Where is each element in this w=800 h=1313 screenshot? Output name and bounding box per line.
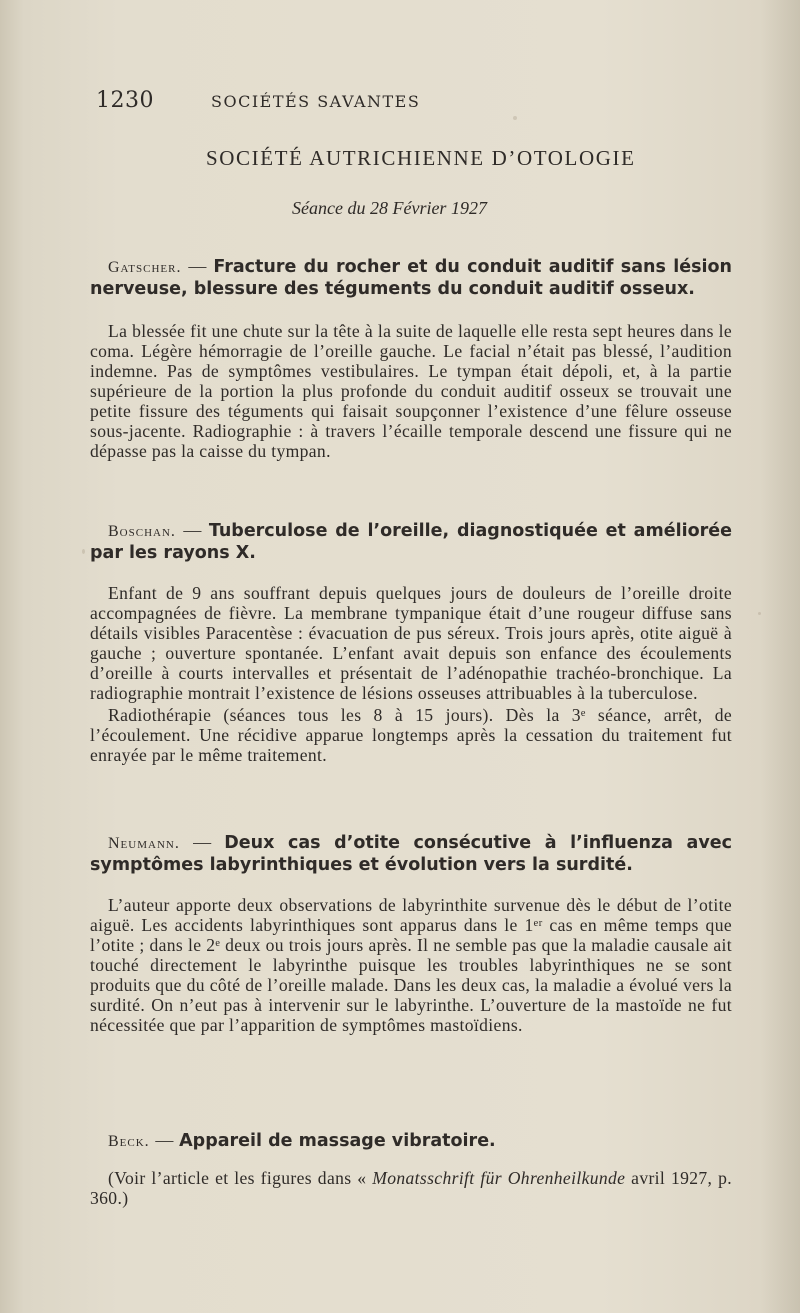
separator-dash: —: [183, 520, 202, 540]
reference-note-end: avril 1927, p. 360.): [90, 1168, 733, 1208]
body-paragraph: L’auteur apporte deux observations de labyrinthite survenue dès le début de l’otite aiguë. Les accidents labyrinthiques sont apparus dans le 1ᵉʳ cas en même temps que l’otite ; dans le 2ᵉ deux ou trois jours après. Il ne semble pas que la maladie causale ait touché directement le labyrinthe puisque les troubles labyrinthiques ne se sont produits que du côté de l’oreille malade. Dans les deux cas, la maladie a évolué vers la surdité. On n’eut pas à intervenir sur le labyrinthe. L’ouverture de la mastoïde ne fut nécessitée que par l’apparition de symptômes mastoïdiens.: [90, 895, 732, 1035]
paper-spot: [513, 116, 517, 120]
paper-spot: [758, 612, 761, 615]
entry-boschan: [90, 520, 732, 765]
entry-heading: [90, 256, 732, 300]
reference-note: [90, 1168, 732, 1208]
page-number: 1230: [96, 88, 154, 113]
author-name: Neumann.: [108, 835, 180, 852]
running-title: SOCIÉTÉS SAVANTES: [211, 92, 421, 111]
body-paragraph: Enfant de 9 ans souffrant depuis quelques jours de douleurs de l’oreille droite accompagnées de fièvre. La membrane tympanique était d’une rougeur diffuse sans détails visibles Paracentèse : évacuation de pus séreux. Trois jours après, otite aiguë à gauche ; ouverture spontanée. L’enfant avait depuis son enfance des écoulements d’oreille à courts intervalles et présentait de l’adénopathie trachéo-bronchique. La radiographie montrait l’existence de lésions osseuses attribuables à la tuberculose.: [90, 583, 732, 703]
entry-heading: [90, 832, 732, 876]
entry-beck: [90, 1130, 732, 1208]
communication-title: Tuberculose de l’oreille, diagnostiquée et améliorée par les rayons X.: [90, 521, 732, 563]
journal-title: Monatsschrift für Ohrenheilkunde: [372, 1168, 626, 1188]
communication-title: Fracture du rocher et du conduit auditif sans lésion nerveuse, blessure des téguments du conduit auditif osseux.: [90, 257, 732, 299]
author-name: Beck.: [108, 1133, 150, 1150]
separator-dash: —: [188, 256, 207, 276]
session-date: Séance du 28 Février 1927: [292, 198, 487, 218]
author-name: Gatscher.: [108, 259, 182, 276]
entry-neumann: [90, 832, 732, 1035]
reference-note-start: (Voir l’article et les figures dans «: [108, 1168, 373, 1188]
entry-heading: [90, 1130, 732, 1152]
separator-dash: —: [193, 832, 212, 852]
entry-heading: [90, 520, 732, 564]
running-head: [96, 88, 514, 113]
body-paragraph: Radiothérapie (séances tous les 8 à 15 jours). Dès la 3ᵉ séance, arrêt, de l’écoulement. Une récidive apparue longtemps après la cessation du traitement fut enrayée par le même traitement.: [90, 705, 732, 765]
communication-title: Appareil de massage vibratoire.: [179, 1131, 496, 1151]
entry-gatscher: [90, 256, 732, 461]
body-paragraph: La blessée fit une chute sur la tête à la suite de laquelle elle resta sept heures dans le coma. Légère hémorragie de l’oreille gauche. Le facial n’était pas blessé, l’audition indemne. Pas de symptômes vestibulaires. Le tympan était dépoli, et, à la partie supérieure de la portion la plus profonde du conduit auditif osseux se trouvait une petite fissure des téguments qui faisait soupçonner l’existence d’une fêlure osseuse sous-jacente. Radiographie : à travers l’écaille temporale descend une fissure qui ne dépasse pas la caisse du tympan.: [90, 321, 732, 461]
paper-spot: [82, 549, 85, 554]
author-name: Boschan.: [108, 523, 176, 540]
communication-title: Deux cas d’otite consécutive à l’influenza avec symptômes labyrinthiques et évolution vers la surdité.: [90, 833, 733, 875]
separator-dash: —: [155, 1130, 174, 1150]
society-title: SOCIÉTÉ AUTRICHIENNE D’OTOLOGIE: [206, 146, 636, 170]
